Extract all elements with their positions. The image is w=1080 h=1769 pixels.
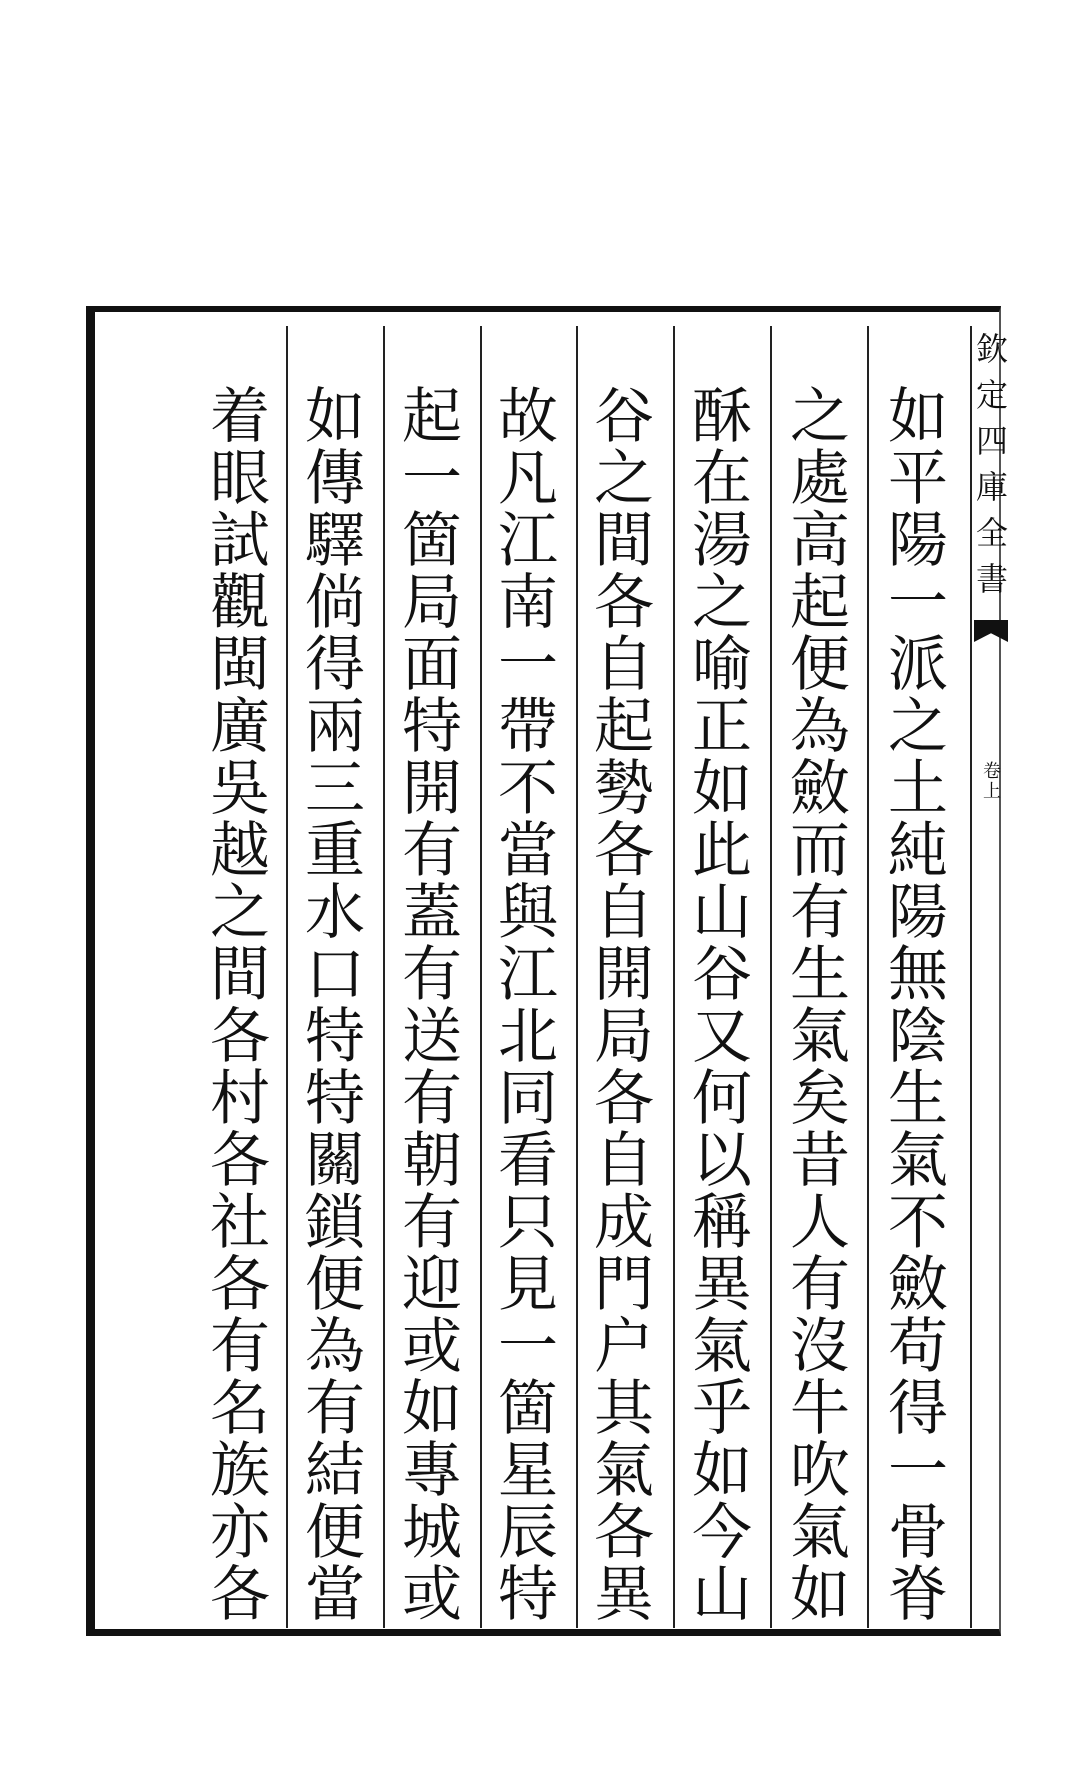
glyph: 骨 bbox=[888, 1498, 948, 1568]
glyph: 稱 bbox=[692, 1188, 752, 1258]
glyph: 之 bbox=[210, 878, 270, 948]
glyph: 見 bbox=[498, 1250, 558, 1320]
glyph: 送 bbox=[402, 1002, 462, 1072]
glyph: 沒 bbox=[790, 1312, 850, 1382]
glyph: 氣 bbox=[790, 1498, 850, 1568]
glyph: 驛 bbox=[305, 506, 365, 576]
glyph: 故 bbox=[498, 382, 558, 452]
glyph: 如 bbox=[692, 754, 752, 824]
glyph: 江 bbox=[498, 940, 558, 1010]
glyph: 陽 bbox=[888, 878, 948, 948]
glyph: 開 bbox=[594, 940, 654, 1010]
glyph: 試 bbox=[210, 506, 270, 576]
glyph: 各 bbox=[210, 1250, 270, 1320]
glyph: 不 bbox=[498, 754, 558, 824]
glyph: 無 bbox=[888, 940, 948, 1010]
glyph: 正 bbox=[692, 692, 752, 762]
title-glyph: 全 bbox=[975, 514, 1008, 552]
glyph: 之 bbox=[888, 692, 948, 762]
glyph: 氣 bbox=[594, 1436, 654, 1506]
glyph: 異 bbox=[692, 1250, 752, 1320]
text-column-3 bbox=[672, 326, 772, 1630]
glyph: 各 bbox=[594, 1064, 654, 1134]
glyph: 當 bbox=[498, 816, 558, 886]
glyph: 廣 bbox=[210, 692, 270, 762]
glyph: 派 bbox=[888, 630, 948, 700]
glyph: 一 bbox=[498, 1312, 558, 1382]
glyph: 户 bbox=[594, 1312, 654, 1382]
glyph: 看 bbox=[498, 1126, 558, 1196]
glyph: 閩 bbox=[210, 630, 270, 700]
glyph: 有 bbox=[402, 940, 462, 1010]
glyph: 有 bbox=[790, 878, 850, 948]
glyph: 關 bbox=[305, 1126, 365, 1196]
glyph: 人 bbox=[790, 1188, 850, 1258]
glyph: 此 bbox=[692, 816, 752, 886]
glyph: 以 bbox=[692, 1126, 752, 1196]
glyph: 自 bbox=[594, 630, 654, 700]
glyph: 高 bbox=[790, 506, 850, 576]
text-column-4 bbox=[574, 326, 674, 1630]
glyph: 今 bbox=[692, 1498, 752, 1568]
glyph: 朝 bbox=[402, 1126, 462, 1196]
glyph: 陰 bbox=[888, 1002, 948, 1072]
glyph: 起 bbox=[790, 568, 850, 638]
glyph: 各 bbox=[210, 1126, 270, 1196]
glyph: 起 bbox=[594, 692, 654, 762]
glyph: 勢 bbox=[594, 754, 654, 824]
glyph: 當 bbox=[305, 1560, 365, 1630]
glyph: 有 bbox=[402, 1188, 462, 1258]
glyph: 南 bbox=[498, 568, 558, 638]
title-glyph: 定 bbox=[975, 376, 1008, 414]
glyph: 牛 bbox=[790, 1374, 850, 1444]
glyph: 喻 bbox=[692, 630, 752, 700]
juan-label: 卷上 bbox=[983, 761, 1001, 802]
glyph: 一 bbox=[498, 630, 558, 700]
glyph: 氣 bbox=[888, 1126, 948, 1196]
glyph: 純 bbox=[888, 816, 948, 886]
text-column-5 bbox=[478, 326, 578, 1630]
glyph: 脊 bbox=[888, 1560, 948, 1630]
glyph: 起 bbox=[402, 382, 462, 452]
glyph: 不 bbox=[888, 1188, 948, 1258]
margin-column bbox=[975, 326, 1008, 1628]
glyph: 為 bbox=[305, 1312, 365, 1382]
glyph: 酥 bbox=[692, 382, 752, 452]
glyph: 眼 bbox=[210, 444, 270, 514]
glyph: 處 bbox=[790, 444, 850, 514]
glyph: 箇 bbox=[498, 1374, 558, 1444]
glyph: 傳 bbox=[305, 444, 365, 514]
glyph: 吳 bbox=[210, 754, 270, 824]
glyph: 谷 bbox=[594, 382, 654, 452]
glyph: 之 bbox=[594, 444, 654, 514]
glyph: 水 bbox=[305, 878, 365, 948]
glyph: 其 bbox=[594, 1374, 654, 1444]
glyph: 矣 bbox=[790, 1064, 850, 1134]
glyph: 生 bbox=[888, 1064, 948, 1134]
glyph: 名 bbox=[210, 1374, 270, 1444]
glyph: 鎖 bbox=[305, 1188, 365, 1258]
glyph: 城 bbox=[402, 1498, 462, 1568]
glyph: 迎 bbox=[402, 1250, 462, 1320]
glyph: 昔 bbox=[790, 1126, 850, 1196]
glyph: 社 bbox=[210, 1188, 270, 1258]
glyph: 門 bbox=[594, 1250, 654, 1320]
glyph: 間 bbox=[210, 940, 270, 1010]
glyph: 有 bbox=[402, 1064, 462, 1134]
glyph: 局 bbox=[594, 1002, 654, 1072]
glyph: 斂 bbox=[888, 1250, 948, 1320]
glyph: 氣 bbox=[692, 1312, 752, 1382]
glyph: 如 bbox=[888, 382, 948, 452]
glyph: 成 bbox=[594, 1188, 654, 1258]
glyph: 着 bbox=[210, 382, 270, 452]
glyph: 有 bbox=[210, 1312, 270, 1382]
glyph: 三 bbox=[305, 754, 365, 824]
glyph: 重 bbox=[305, 816, 365, 886]
glyph: 谷 bbox=[692, 940, 752, 1010]
glyph: 同 bbox=[498, 1064, 558, 1134]
glyph: 特 bbox=[498, 1560, 558, 1630]
glyph: 星 bbox=[498, 1436, 558, 1506]
glyph: 族 bbox=[210, 1436, 270, 1506]
glyph: 倘 bbox=[305, 568, 365, 638]
glyph: 兩 bbox=[305, 692, 365, 762]
glyph: 各 bbox=[210, 1560, 270, 1630]
glyph: 如 bbox=[305, 382, 365, 452]
title-glyph: 欽 bbox=[975, 330, 1008, 368]
glyph: 口 bbox=[305, 940, 365, 1010]
glyph: 開 bbox=[402, 754, 462, 824]
glyph: 各 bbox=[594, 1498, 654, 1568]
glyph: 一 bbox=[888, 568, 948, 638]
glyph: 箇 bbox=[402, 506, 462, 576]
glyph: 之 bbox=[692, 568, 752, 638]
glyph: 凡 bbox=[498, 444, 558, 514]
glyph: 便 bbox=[790, 630, 850, 700]
text-column-2 bbox=[770, 326, 870, 1630]
glyph: 只 bbox=[498, 1188, 558, 1258]
glyph: 土 bbox=[888, 754, 948, 824]
glyph: 自 bbox=[594, 878, 654, 948]
glyph: 觀 bbox=[210, 568, 270, 638]
glyph: 平 bbox=[888, 444, 948, 514]
glyph: 各 bbox=[594, 816, 654, 886]
glyph: 氣 bbox=[790, 1002, 850, 1072]
glyph: 如 bbox=[692, 1436, 752, 1506]
glyph: 結 bbox=[305, 1436, 365, 1506]
glyph: 各 bbox=[594, 568, 654, 638]
glyph: 便 bbox=[305, 1498, 365, 1568]
text-column-7 bbox=[285, 326, 385, 1630]
glyph: 苟 bbox=[888, 1312, 948, 1382]
glyph: 如 bbox=[402, 1374, 462, 1444]
glyph: 吹 bbox=[790, 1436, 850, 1506]
glyph: 陽 bbox=[888, 506, 948, 576]
glyph: 特 bbox=[305, 1064, 365, 1134]
fishtail-mark-icon bbox=[974, 620, 1008, 642]
glyph: 村 bbox=[210, 1064, 270, 1134]
glyph: 越 bbox=[210, 816, 270, 886]
glyph: 在 bbox=[692, 444, 752, 514]
glyph: 生 bbox=[790, 940, 850, 1010]
glyph: 特 bbox=[402, 692, 462, 762]
glyph: 特 bbox=[305, 1002, 365, 1072]
glyph: 又 bbox=[692, 1002, 752, 1072]
glyph: 山 bbox=[692, 878, 752, 948]
glyph: 北 bbox=[498, 1002, 558, 1072]
glyph: 而 bbox=[790, 816, 850, 886]
glyph: 亦 bbox=[210, 1498, 270, 1568]
glyph: 之 bbox=[790, 382, 850, 452]
glyph: 或 bbox=[402, 1312, 462, 1382]
glyph: 山 bbox=[692, 1560, 752, 1630]
glyph: 江 bbox=[498, 506, 558, 576]
glyph: 一 bbox=[402, 444, 462, 514]
glyph: 得 bbox=[888, 1374, 948, 1444]
glyph: 專 bbox=[402, 1436, 462, 1506]
text-column-6 bbox=[382, 326, 482, 1630]
page-frame bbox=[86, 306, 1008, 1636]
glyph: 斂 bbox=[790, 754, 850, 824]
glyph: 異 bbox=[594, 1560, 654, 1630]
glyph: 蓋 bbox=[402, 878, 462, 948]
text-column-8 bbox=[190, 326, 290, 1630]
glyph: 一 bbox=[888, 1436, 948, 1506]
title-glyph: 庫 bbox=[975, 468, 1008, 506]
column-rule bbox=[970, 326, 972, 1628]
glyph: 或 bbox=[402, 1560, 462, 1630]
glyph: 何 bbox=[692, 1064, 752, 1134]
glyph: 有 bbox=[305, 1374, 365, 1444]
text-column-1 bbox=[868, 326, 968, 1630]
glyph: 湯 bbox=[692, 506, 752, 576]
glyph: 間 bbox=[594, 506, 654, 576]
glyph: 辰 bbox=[498, 1498, 558, 1568]
glyph: 如 bbox=[790, 1560, 850, 1630]
glyph: 為 bbox=[790, 692, 850, 762]
glyph: 有 bbox=[790, 1250, 850, 1320]
glyph: 便 bbox=[305, 1250, 365, 1320]
glyph: 自 bbox=[594, 1126, 654, 1196]
glyph: 局 bbox=[402, 568, 462, 638]
glyph: 有 bbox=[402, 816, 462, 886]
title-glyph: 四 bbox=[975, 422, 1008, 460]
glyph: 與 bbox=[498, 878, 558, 948]
glyph: 各 bbox=[210, 1002, 270, 1072]
glyph: 得 bbox=[305, 630, 365, 700]
glyph: 帶 bbox=[498, 692, 558, 762]
glyph: 乎 bbox=[692, 1374, 752, 1444]
glyph: 面 bbox=[402, 630, 462, 700]
title-glyph: 書 bbox=[975, 560, 1008, 598]
